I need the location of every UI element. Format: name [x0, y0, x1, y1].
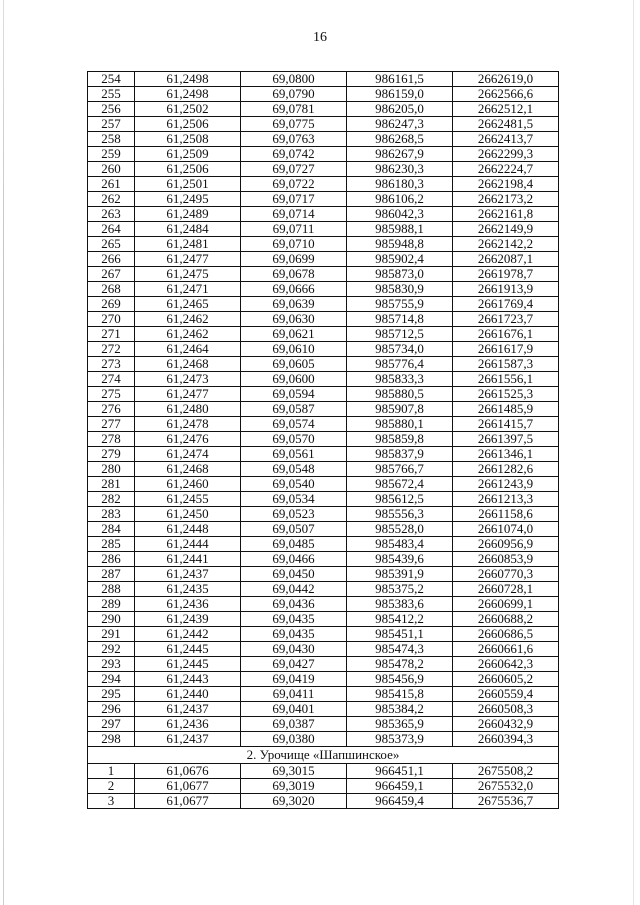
table-row: [88, 672, 559, 687]
point-number: 2: [88, 779, 135, 794]
longitude-cell: 69,0605: [241, 357, 347, 372]
longitude-cell: 69,0419: [241, 672, 347, 687]
table-row: [88, 567, 559, 582]
table-row: [88, 537, 559, 552]
longitude-cell: 69,0775: [241, 117, 347, 132]
latitude-cell: 61,2436: [135, 597, 241, 612]
y-coordinate-cell: 2661723,7: [453, 312, 559, 327]
x-coordinate-cell: 985714,8: [347, 312, 453, 327]
table-row: [88, 764, 559, 779]
longitude-cell: 69,0442: [241, 582, 347, 597]
latitude-cell: 61,2443: [135, 672, 241, 687]
table-row: [88, 342, 559, 357]
table-row: [88, 492, 559, 507]
latitude-cell: 61,2498: [135, 72, 241, 87]
longitude-cell: 69,0574: [241, 417, 347, 432]
longitude-cell: 69,0534: [241, 492, 347, 507]
table-row: [88, 417, 559, 432]
longitude-cell: 69,0427: [241, 657, 347, 672]
point-number: 287: [88, 567, 135, 582]
y-coordinate-cell: 2662512,1: [453, 102, 559, 117]
longitude-cell: 69,0600: [241, 372, 347, 387]
latitude-cell: 61,2440: [135, 687, 241, 702]
y-coordinate-cell: 2662566,6: [453, 87, 559, 102]
longitude-cell: 69,0630: [241, 312, 347, 327]
point-number: 283: [88, 507, 135, 522]
x-coordinate-cell: 985478,2: [347, 657, 453, 672]
table-row: [88, 297, 559, 312]
latitude-cell: 61,2508: [135, 132, 241, 147]
point-number: 271: [88, 327, 135, 342]
longitude-cell: 69,0507: [241, 522, 347, 537]
x-coordinate-cell: 985948,8: [347, 237, 453, 252]
table-row: [88, 357, 559, 372]
y-coordinate-cell: 2660728,1: [453, 582, 559, 597]
x-coordinate-cell: 985837,9: [347, 447, 453, 462]
y-coordinate-cell: 2675508,2: [453, 764, 559, 779]
table-row: [88, 432, 559, 447]
point-number: 291: [88, 627, 135, 642]
longitude-cell: 69,3020: [241, 794, 347, 809]
point-number: 262: [88, 192, 135, 207]
table-row: [88, 462, 559, 477]
point-number: 268: [88, 282, 135, 297]
x-coordinate-cell: 985766,7: [347, 462, 453, 477]
table-row: [88, 222, 559, 237]
longitude-cell: 69,0621: [241, 327, 347, 342]
table-row: [88, 267, 559, 282]
x-coordinate-cell: 986161,5: [347, 72, 453, 87]
table-row: [88, 627, 559, 642]
x-coordinate-cell: 985483,4: [347, 537, 453, 552]
y-coordinate-cell: 2662087,1: [453, 252, 559, 267]
y-coordinate-cell: 2662173,2: [453, 192, 559, 207]
longitude-cell: 69,0401: [241, 702, 347, 717]
longitude-cell: 69,0610: [241, 342, 347, 357]
point-number: 265: [88, 237, 135, 252]
y-coordinate-cell: 2661485,9: [453, 402, 559, 417]
point-number: 276: [88, 402, 135, 417]
longitude-cell: 69,0710: [241, 237, 347, 252]
y-coordinate-cell: 2661397,5: [453, 432, 559, 447]
table-row: [88, 132, 559, 147]
point-number: 260: [88, 162, 135, 177]
latitude-cell: 61,2445: [135, 657, 241, 672]
latitude-cell: 61,2476: [135, 432, 241, 447]
coordinates-section-1: [88, 72, 559, 747]
point-number: 290: [88, 612, 135, 627]
longitude-cell: 69,0594: [241, 387, 347, 402]
point-number: 274: [88, 372, 135, 387]
longitude-cell: 69,0790: [241, 87, 347, 102]
latitude-cell: 61,2477: [135, 387, 241, 402]
table-row: [88, 147, 559, 162]
section-title: 2. Урочище «Шапшинское»: [88, 747, 559, 764]
point-number: 277: [88, 417, 135, 432]
latitude-cell: 61,2506: [135, 117, 241, 132]
y-coordinate-cell: 2661074,0: [453, 522, 559, 537]
table-row: [88, 507, 559, 522]
longitude-cell: 69,0763: [241, 132, 347, 147]
longitude-cell: 69,0587: [241, 402, 347, 417]
point-number: 286: [88, 552, 135, 567]
x-coordinate-cell: 986267,9: [347, 147, 453, 162]
table-row: [88, 387, 559, 402]
longitude-cell: 69,0411: [241, 687, 347, 702]
point-number: 269: [88, 297, 135, 312]
latitude-cell: 61,2473: [135, 372, 241, 387]
table-row: [88, 162, 559, 177]
x-coordinate-cell: 985902,4: [347, 252, 453, 267]
latitude-cell: 61,2478: [135, 417, 241, 432]
point-number: 270: [88, 312, 135, 327]
y-coordinate-cell: 2662413,7: [453, 132, 559, 147]
latitude-cell: 61,2439: [135, 612, 241, 627]
x-coordinate-cell: 985859,8: [347, 432, 453, 447]
y-coordinate-cell: 2660688,2: [453, 612, 559, 627]
longitude-cell: 69,0466: [241, 552, 347, 567]
point-number: 281: [88, 477, 135, 492]
y-coordinate-cell: 2660605,2: [453, 672, 559, 687]
longitude-cell: 69,0523: [241, 507, 347, 522]
y-coordinate-cell: 2675536,7: [453, 794, 559, 809]
latitude-cell: 61,2442: [135, 627, 241, 642]
x-coordinate-cell: 985873,0: [347, 267, 453, 282]
longitude-cell: 69,0800: [241, 72, 347, 87]
latitude-cell: 61,2502: [135, 102, 241, 117]
table-row: [88, 237, 559, 252]
longitude-cell: 69,0561: [241, 447, 347, 462]
longitude-cell: 69,0540: [241, 477, 347, 492]
latitude-cell: 61,2437: [135, 567, 241, 582]
point-number: 263: [88, 207, 135, 222]
y-coordinate-cell: 2661556,1: [453, 372, 559, 387]
latitude-cell: 61,2455: [135, 492, 241, 507]
x-coordinate-cell: 985383,6: [347, 597, 453, 612]
table-row: [88, 702, 559, 717]
longitude-cell: 69,0639: [241, 297, 347, 312]
x-coordinate-cell: 966459,1: [347, 779, 453, 794]
longitude-cell: 69,0727: [241, 162, 347, 177]
y-coordinate-cell: 2662149,9: [453, 222, 559, 237]
point-number: 282: [88, 492, 135, 507]
latitude-cell: 61,0677: [135, 779, 241, 794]
x-coordinate-cell: 985439,6: [347, 552, 453, 567]
y-coordinate-cell: 2661282,6: [453, 462, 559, 477]
table-row: [88, 717, 559, 732]
coordinates-section-2: [88, 764, 559, 809]
point-number: 264: [88, 222, 135, 237]
table-row: [88, 779, 559, 794]
latitude-cell: 61,2480: [135, 402, 241, 417]
longitude-cell: 69,0436: [241, 597, 347, 612]
table-row: [88, 732, 559, 747]
table-row: [88, 522, 559, 537]
y-coordinate-cell: 2661676,1: [453, 327, 559, 342]
latitude-cell: 61,2471: [135, 282, 241, 297]
y-coordinate-cell: 2662224,7: [453, 162, 559, 177]
y-coordinate-cell: 2662481,5: [453, 117, 559, 132]
latitude-cell: 61,2464: [135, 342, 241, 357]
latitude-cell: 61,0677: [135, 794, 241, 809]
point-number: 289: [88, 597, 135, 612]
table-row: [88, 597, 559, 612]
y-coordinate-cell: 2661587,3: [453, 357, 559, 372]
latitude-cell: 61,2468: [135, 357, 241, 372]
point-number: 272: [88, 342, 135, 357]
y-coordinate-cell: 2660770,3: [453, 567, 559, 582]
point-number: 278: [88, 432, 135, 447]
latitude-cell: 61,2489: [135, 207, 241, 222]
point-number: 294: [88, 672, 135, 687]
y-coordinate-cell: 2660661,6: [453, 642, 559, 657]
longitude-cell: 69,3019: [241, 779, 347, 794]
point-number: 254: [88, 72, 135, 87]
longitude-cell: 69,0666: [241, 282, 347, 297]
y-coordinate-cell: 2660686,5: [453, 627, 559, 642]
point-number: 1: [88, 764, 135, 779]
y-coordinate-cell: 2660699,1: [453, 597, 559, 612]
x-coordinate-cell: 985391,9: [347, 567, 453, 582]
longitude-cell: 69,0742: [241, 147, 347, 162]
longitude-cell: 69,0430: [241, 642, 347, 657]
table-row: [88, 794, 559, 809]
x-coordinate-cell: 985375,2: [347, 582, 453, 597]
y-coordinate-cell: 2661243,9: [453, 477, 559, 492]
latitude-cell: 61,2437: [135, 732, 241, 747]
table-row: [88, 402, 559, 417]
table-row: [88, 282, 559, 297]
latitude-cell: 61,2509: [135, 147, 241, 162]
x-coordinate-cell: 985612,5: [347, 492, 453, 507]
y-coordinate-cell: 2661617,9: [453, 342, 559, 357]
x-coordinate-cell: 985776,4: [347, 357, 453, 372]
y-coordinate-cell: 2661158,6: [453, 507, 559, 522]
y-coordinate-cell: 2660956,9: [453, 537, 559, 552]
latitude-cell: 61,2448: [135, 522, 241, 537]
y-coordinate-cell: 2662198,4: [453, 177, 559, 192]
point-number: 288: [88, 582, 135, 597]
x-coordinate-cell: 986230,3: [347, 162, 453, 177]
y-coordinate-cell: 2660559,4: [453, 687, 559, 702]
x-coordinate-cell: 986247,3: [347, 117, 453, 132]
latitude-cell: 61,0676: [135, 764, 241, 779]
x-coordinate-cell: 985365,9: [347, 717, 453, 732]
point-number: 267: [88, 267, 135, 282]
y-coordinate-cell: 2675532,0: [453, 779, 559, 794]
x-coordinate-cell: 985907,8: [347, 402, 453, 417]
table-row: [88, 552, 559, 567]
longitude-cell: 69,3015: [241, 764, 347, 779]
latitude-cell: 61,2506: [135, 162, 241, 177]
x-coordinate-cell: 985528,0: [347, 522, 453, 537]
table-row: [88, 102, 559, 117]
table-row: [88, 207, 559, 222]
x-coordinate-cell: 985456,9: [347, 672, 453, 687]
x-coordinate-cell: 985734,0: [347, 342, 453, 357]
x-coordinate-cell: 985833,3: [347, 372, 453, 387]
y-coordinate-cell: 2660642,3: [453, 657, 559, 672]
longitude-cell: 69,0722: [241, 177, 347, 192]
y-coordinate-cell: 2661978,7: [453, 267, 559, 282]
longitude-cell: 69,0678: [241, 267, 347, 282]
table-row: [88, 117, 559, 132]
longitude-cell: 69,0548: [241, 462, 347, 477]
latitude-cell: 61,2495: [135, 192, 241, 207]
longitude-cell: 69,0570: [241, 432, 347, 447]
latitude-cell: 61,2468: [135, 462, 241, 477]
x-coordinate-cell: 985988,1: [347, 222, 453, 237]
x-coordinate-cell: 985712,5: [347, 327, 453, 342]
x-coordinate-cell: 985556,3: [347, 507, 453, 522]
x-coordinate-cell: 985384,2: [347, 702, 453, 717]
point-number: 285: [88, 537, 135, 552]
y-coordinate-cell: 2662142,2: [453, 237, 559, 252]
x-coordinate-cell: 985474,3: [347, 642, 453, 657]
scan-edge-left: [3, 0, 4, 905]
point-number: 293: [88, 657, 135, 672]
latitude-cell: 61,2462: [135, 327, 241, 342]
x-coordinate-cell: 986106,2: [347, 192, 453, 207]
x-coordinate-cell: 985830,9: [347, 282, 453, 297]
x-coordinate-cell: 966451,1: [347, 764, 453, 779]
point-number: 3: [88, 794, 135, 809]
point-number: 266: [88, 252, 135, 267]
longitude-cell: 69,0435: [241, 612, 347, 627]
table-row: [88, 687, 559, 702]
point-number: 295: [88, 687, 135, 702]
scan-edge-right: [633, 0, 634, 905]
y-coordinate-cell: 2661913,9: [453, 282, 559, 297]
x-coordinate-cell: 985672,4: [347, 477, 453, 492]
latitude-cell: 61,2501: [135, 177, 241, 192]
latitude-cell: 61,2445: [135, 642, 241, 657]
point-number: 275: [88, 387, 135, 402]
latitude-cell: 61,2498: [135, 87, 241, 102]
longitude-cell: 69,0699: [241, 252, 347, 267]
point-number: 273: [88, 357, 135, 372]
y-coordinate-cell: 2662299,3: [453, 147, 559, 162]
point-number: 279: [88, 447, 135, 462]
point-number: 258: [88, 132, 135, 147]
coordinates-section-2-header: [88, 747, 559, 764]
point-number: 257: [88, 117, 135, 132]
y-coordinate-cell: 2661769,4: [453, 297, 559, 312]
table-row: [88, 657, 559, 672]
x-coordinate-cell: 986042,3: [347, 207, 453, 222]
longitude-cell: 69,0485: [241, 537, 347, 552]
point-number: 284: [88, 522, 135, 537]
table-row: [88, 87, 559, 102]
x-coordinate-cell: 985412,2: [347, 612, 453, 627]
x-coordinate-cell: 966459,4: [347, 794, 453, 809]
table-row: [88, 177, 559, 192]
y-coordinate-cell: 2660432,9: [453, 717, 559, 732]
latitude-cell: 61,2484: [135, 222, 241, 237]
longitude-cell: 69,0781: [241, 102, 347, 117]
x-coordinate-cell: 986268,5: [347, 132, 453, 147]
x-coordinate-cell: 985415,8: [347, 687, 453, 702]
longitude-cell: 69,0714: [241, 207, 347, 222]
table-row: [88, 252, 559, 267]
latitude-cell: 61,2435: [135, 582, 241, 597]
latitude-cell: 61,2474: [135, 447, 241, 462]
x-coordinate-cell: 985880,5: [347, 387, 453, 402]
x-coordinate-cell: 985880,1: [347, 417, 453, 432]
latitude-cell: 61,2475: [135, 267, 241, 282]
latitude-cell: 61,2450: [135, 507, 241, 522]
point-number: 256: [88, 102, 135, 117]
longitude-cell: 69,0380: [241, 732, 347, 747]
point-number: 298: [88, 732, 135, 747]
point-number: 261: [88, 177, 135, 192]
table-row: [88, 192, 559, 207]
latitude-cell: 61,2437: [135, 702, 241, 717]
table-row: [88, 447, 559, 462]
table-row: [88, 582, 559, 597]
latitude-cell: 61,2441: [135, 552, 241, 567]
table-row: [88, 327, 559, 342]
x-coordinate-cell: 985451,1: [347, 627, 453, 642]
section-title-row: [88, 747, 559, 764]
longitude-cell: 69,0450: [241, 567, 347, 582]
latitude-cell: 61,2460: [135, 477, 241, 492]
point-number: 255: [88, 87, 135, 102]
longitude-cell: 69,0435: [241, 627, 347, 642]
latitude-cell: 61,2462: [135, 312, 241, 327]
y-coordinate-cell: 2662161,8: [453, 207, 559, 222]
point-number: 280: [88, 462, 135, 477]
page-number: 16: [313, 30, 327, 45]
longitude-cell: 69,0711: [241, 222, 347, 237]
coordinates-table: [87, 71, 559, 809]
latitude-cell: 61,2481: [135, 237, 241, 252]
table-row: [88, 612, 559, 627]
table-row: [88, 372, 559, 387]
y-coordinate-cell: 2661213,3: [453, 492, 559, 507]
latitude-cell: 61,2444: [135, 537, 241, 552]
point-number: 296: [88, 702, 135, 717]
longitude-cell: 69,0717: [241, 192, 347, 207]
y-coordinate-cell: 2662619,0: [453, 72, 559, 87]
point-number: 292: [88, 642, 135, 657]
longitude-cell: 69,0387: [241, 717, 347, 732]
point-number: 259: [88, 147, 135, 162]
y-coordinate-cell: 2661415,7: [453, 417, 559, 432]
x-coordinate-cell: 986180,3: [347, 177, 453, 192]
latitude-cell: 61,2465: [135, 297, 241, 312]
y-coordinate-cell: 2660853,9: [453, 552, 559, 567]
table-row: [88, 477, 559, 492]
y-coordinate-cell: 2661525,3: [453, 387, 559, 402]
y-coordinate-cell: 2660394,3: [453, 732, 559, 747]
x-coordinate-cell: 986159,0: [347, 87, 453, 102]
x-coordinate-cell: 985755,9: [347, 297, 453, 312]
table-row: [88, 642, 559, 657]
x-coordinate-cell: 985373,9: [347, 732, 453, 747]
y-coordinate-cell: 2661346,1: [453, 447, 559, 462]
latitude-cell: 61,2436: [135, 717, 241, 732]
point-number: 297: [88, 717, 135, 732]
y-coordinate-cell: 2660508,3: [453, 702, 559, 717]
latitude-cell: 61,2477: [135, 252, 241, 267]
table-row: [88, 312, 559, 327]
table-row: [88, 72, 559, 87]
x-coordinate-cell: 986205,0: [347, 102, 453, 117]
